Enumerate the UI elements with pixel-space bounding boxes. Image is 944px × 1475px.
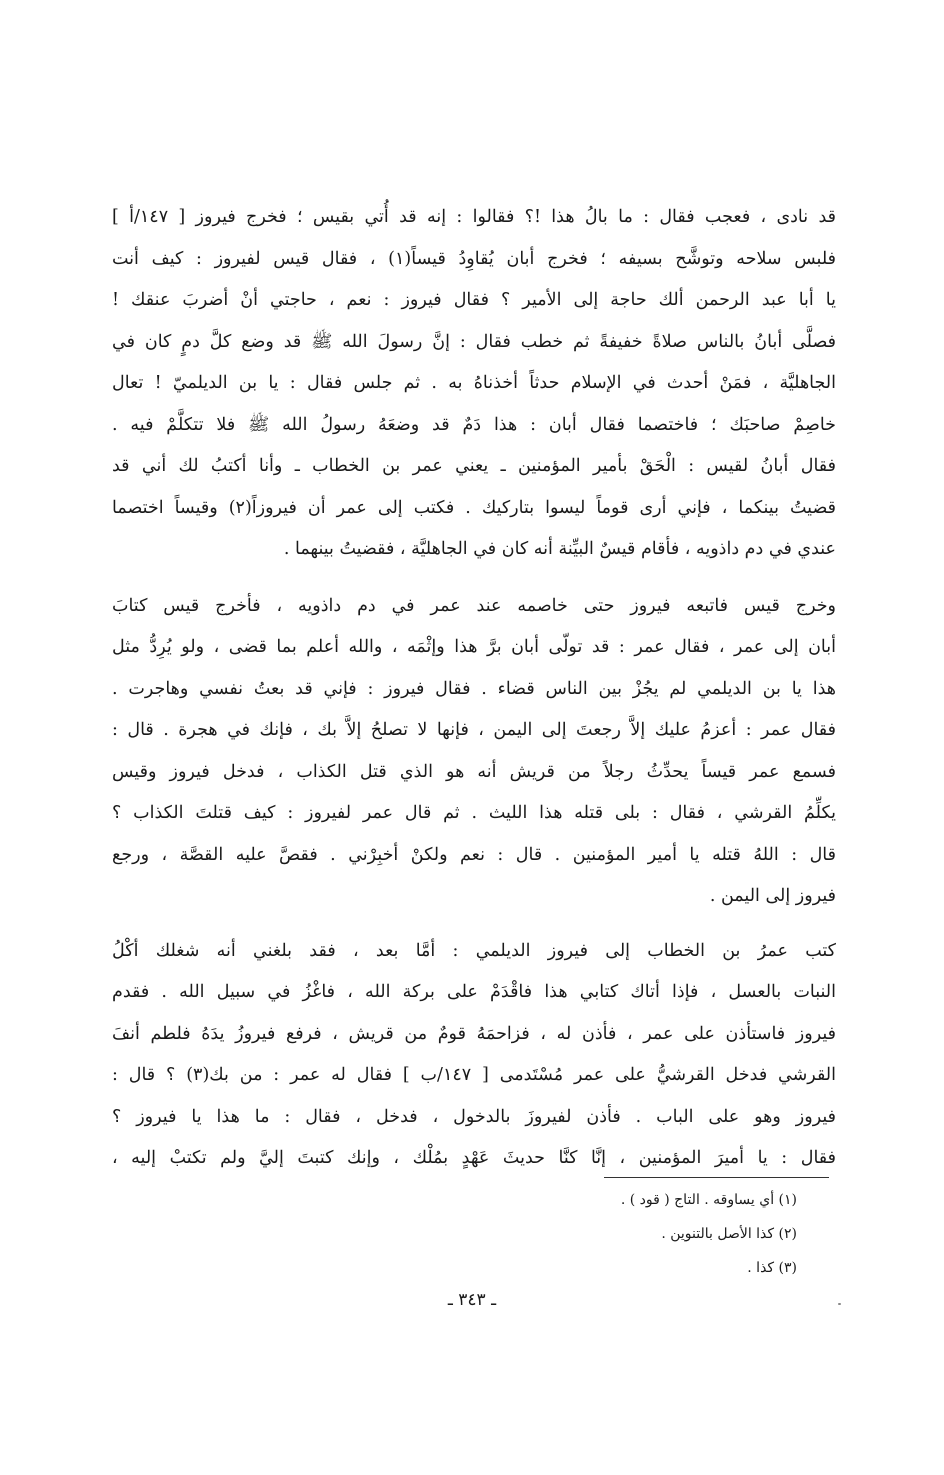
text-line: فيروز إلى اليمن . xyxy=(709,886,836,906)
text-line: قد نادى ، فعجب فقال : ما بالُ هذا !؟ فقالوا : إنه قد أُتي بقيس ؛ فخرج فيروز [ ١٤٧/أ ] xyxy=(112,207,836,227)
text-line: يا أبا عبد الرحمن ألك حاجة إلى الأمير ؟ فقال فيروز : نعم ، حاجتي أنْ أضربَ عنقك ! xyxy=(112,290,836,310)
paragraph-gap xyxy=(112,571,836,586)
page-number: ـ ٣٤٣ ـ xyxy=(447,1290,497,1310)
text-line: أبان إلى عمر ، فقال عمر : قد تولّى أبان برَّ هذا وإثْمَه ، والله أعلم بما قضى ، ولو يُرِدُّ مثل xyxy=(112,637,836,657)
text-line: فقال عمر : أعزمُ عليك إلاَّ رجعتَ إلى اليمن ، فإنها لا تصلحُ إلاَّ بك ، فإنك في هجرة . قال : xyxy=(112,720,836,740)
paragraph-2 xyxy=(112,586,836,918)
text-line: قضيتُ بينكما ، فإني أرى قوماً ليسوا بتاركيك . فكتب إلى عمر أن فيروزاً(٢) وقيساً اختصما xyxy=(112,497,836,518)
text-line: فقال : يا أميرَ المؤمنين ، إنَّا كنَّا حديثَ عَهْدٍ بمُلْك ، وإنك كتبتَ إليَّ ولم تكتبْ إليه ، xyxy=(112,1148,836,1168)
text-line: كتب عمرُ بن الخطاب إلى فيروز الديلمي : أمَّا بعد ، فقد بلغني أنه شغلك أكْلُ xyxy=(112,940,836,961)
text-line: فلبس سلاحه وتوشَّح بسيفه ؛ فخرج أبان يُقاوِدُ قيساً(١) ، فقال قيس لفيروز : كيف أنت xyxy=(112,248,837,269)
text-line: القرشي فدخل القرشيُّ على عمر مُسْتَدمى [ ١٤٧/ب ] فقال له عمر : من بك(٣) ؟ قال : xyxy=(112,1065,836,1085)
text-line: فصلَّى أبانُ بالناس صلاةً خفيفةً ثم خطب فقال : إنَّ رسولَ الله ﷺ قد وضع كلَّ دمٍ كان في xyxy=(112,331,836,352)
text-line: يكلِّمُ القرشي ، فقال : بلى قتله هذا الليث . ثم قال عمر لفيروز : كيف قتلتَ الكذاب ؟ xyxy=(112,803,836,823)
text-line: قال : اللهُ قتله يا أمير المؤمنين . قال : نعم ولكنْ أخبِرْني . فقصَّ عليه القصَّة ، ورجع xyxy=(112,844,836,865)
text-line: النبات بالعسل ، فإذا أتاك كتابي هذا فاقْدَمْ على بركة الله ، فاغْزُ في سبيل الله . فقدم xyxy=(112,982,837,1002)
text-line: عندي في دم داذويه ، فأقام قيسٌ البيِّنة أنه كان في الجاهليَّة ، فقضيتُ بينهما . xyxy=(283,539,836,559)
footnotes xyxy=(397,1183,797,1285)
text-line: وخرج قيس فاتبعه فيروز حتى خاصمه عند عمر في دم داذويه ، فأخرج قيس كتابَ xyxy=(112,595,836,616)
text-line: فقال أبانُ لقيس : الْحَقْ بأمير المؤمنين ـ يعني عمر بن الخطاب ـ وأنا أكتبُ لك أني قد xyxy=(112,456,836,476)
paragraph-gap xyxy=(112,918,836,931)
scan-speck xyxy=(838,1303,841,1305)
text-line: خاصِمْ صاحبَك ؛ فاختصما فقال أبان : هذا دَمٌ قد وضعَهُ رسولُ الله ﷺ فلا تتكلَّمْ فيه . xyxy=(112,414,836,435)
footnote-divider xyxy=(604,1177,829,1178)
text-line: الجاهليَّة ، فمَنْ أحدث في الإسلام حدثاً أخذناهُ به . ثم جلس فقال : يا بن الديلميّ ! تعال xyxy=(112,373,836,393)
text-line: فسمع عمر قيساً يحدِّثُ رجلاً من قريش أنه هو الذي قتل الكذاب ، فدخل فيروز وقيس xyxy=(112,761,836,782)
paragraph-1 xyxy=(112,197,836,571)
text-line: هذا يا بن الديلمي لم يجُزْ بين الناس قضاء . فقال فيروز : فإني قد بعتُ نفسي وهاجرت . xyxy=(112,678,836,699)
footnote-1: (١) أي يساوقه . التاج ( قود ) . xyxy=(620,1192,797,1208)
text-line: فيروز وهو على الباب . فأذن لفيروزَ بالدخول ، فدخل ، فقال : ما هذا يا فيروز ؟ xyxy=(112,1106,836,1127)
footnote-3: (٣) كذا . xyxy=(747,1260,797,1276)
paragraph-3 xyxy=(112,931,836,1180)
text-line: فيروز فاستأذن على عمر ، فأذن له ، فزاحمَهُ قومٌ من قريش ، فرفع فيروزُ يدَهُ فلطم أنفَ xyxy=(112,1023,836,1044)
footnote-2: (٢) كذا الأصل بالتنوين . xyxy=(661,1226,797,1242)
main-text xyxy=(112,197,836,1180)
